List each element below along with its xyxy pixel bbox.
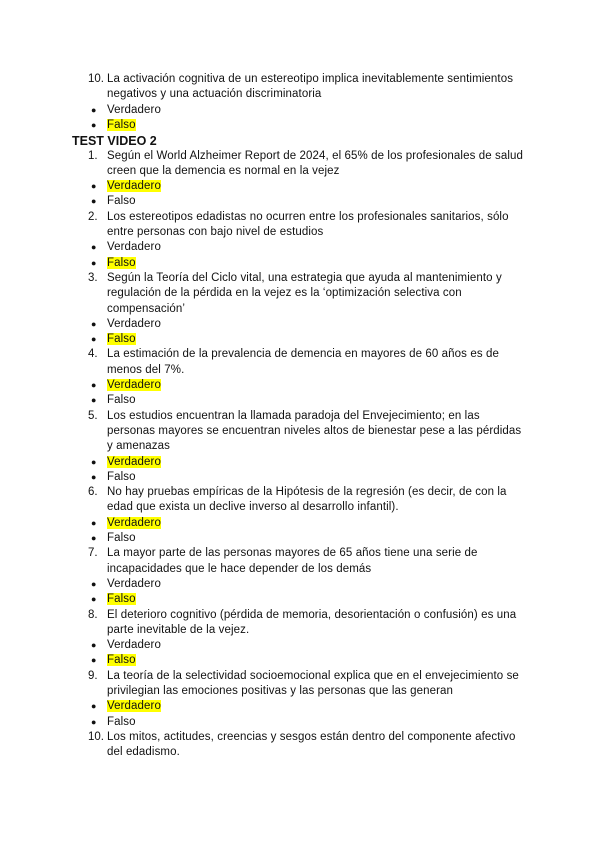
answer-label: Verdadero <box>107 241 161 254</box>
question-text-line: Según el World Alzheimer Report de 2024, el 65% de los profesionales de salud <box>107 149 523 162</box>
answer-label: Verdadero <box>107 577 161 590</box>
question-text-line: entre personas con bajo nivel de estudios <box>107 226 324 238</box>
answer-option <box>107 469 136 485</box>
bullet-icon: ● <box>91 242 97 253</box>
answer-label: Verdadero <box>107 317 161 330</box>
answer-label: Falso <box>107 532 136 544</box>
answer-label: Falso <box>107 715 136 728</box>
answer-option-selected <box>107 255 136 271</box>
answer-option <box>107 392 136 408</box>
answer-label: Falso <box>107 333 136 346</box>
question-text-line: Los mitos, actitudes, creencias y sesgos están dentro del componente afectivo <box>107 730 516 743</box>
bullet-icon: ● <box>91 471 97 482</box>
question-text-line: La teoría de la selectividad socioemocional explica que en el envejecimiento se <box>107 669 519 682</box>
question-number: 4. <box>88 348 98 361</box>
bullet-icon: ● <box>91 716 97 727</box>
bullet-icon: ● <box>91 456 97 467</box>
question-number: 5. <box>88 409 98 422</box>
question-text-line: La estimación de la prevalencia de demencia en mayores de 60 años es de <box>107 348 499 361</box>
question-text-line: La activación cognitiva de un estereotipo implica inevitablemente sentimientos <box>107 73 514 85</box>
question-number: 8. <box>88 608 98 621</box>
bullet-icon: ● <box>91 318 97 329</box>
bullet-icon: ● <box>91 701 97 712</box>
question-text-line: parte inevitable de la vejez. <box>107 623 250 636</box>
bullet-icon: ● <box>91 104 97 115</box>
question-number: 6. <box>88 486 98 499</box>
answer-label: Verdadero <box>107 103 161 116</box>
answer-label: Verdadero <box>107 516 161 529</box>
bullet-icon: ● <box>91 334 97 345</box>
answer-option <box>107 239 161 255</box>
question-text-line: No hay pruebas empíricas de la Hipótesis de la regresión (es decir, de con la <box>107 486 507 499</box>
answer-label: Verdadero <box>107 700 161 713</box>
answer-label: Falso <box>107 195 136 208</box>
answer-option-selected <box>107 377 161 393</box>
answer-label: Verdadero <box>107 639 161 652</box>
bullet-icon: ● <box>91 578 97 589</box>
question-text-line: edad que exista un declive inverso al desarrollo infantil). <box>107 501 399 514</box>
answer-option-selected <box>107 652 136 668</box>
answer-option <box>107 530 136 546</box>
answer-option-selected <box>107 454 161 470</box>
answer-option <box>107 714 136 730</box>
bullet-icon: ● <box>91 640 97 651</box>
question-text-line: creen que la demencia es normal en la vejez <box>107 164 340 177</box>
answer-label: Falso <box>107 593 136 606</box>
question-text-line: Los estereotipos edadistas no ocurren entre los profesionales sanitarios, sólo <box>107 210 509 223</box>
bullet-icon: ● <box>91 196 97 207</box>
bullet-icon: ● <box>91 181 97 192</box>
question-number: 10. <box>88 730 104 743</box>
answer-label: Falso <box>107 654 136 667</box>
question-number: 9. <box>88 669 98 682</box>
answer-option-selected <box>107 331 136 347</box>
bullet-icon: ● <box>91 517 97 528</box>
answer-option <box>107 637 161 653</box>
answer-option <box>107 316 161 332</box>
answer-option-selected <box>107 515 161 531</box>
question-number: 7. <box>88 547 98 560</box>
question-text-line: del edadismo. <box>107 746 180 759</box>
answer-option <box>107 102 161 118</box>
answer-label: Verdadero <box>107 379 161 391</box>
question-text-line: compensación’ <box>107 302 186 315</box>
question-text-line: privilegian las emociones positivas y las personas que las generan <box>107 685 454 697</box>
question-text-line: negativos y una actuación discriminatoria <box>107 88 322 101</box>
question-text-line: personas mayores se encuentran niveles altos de bienestar pese a las pérdidas <box>107 424 522 437</box>
bullet-icon: ● <box>91 594 97 605</box>
answer-label: Falso <box>107 470 136 483</box>
question-text-line: regulación de la pérdida en la vejez es la ‘optimización selectiva con <box>107 287 462 300</box>
bullet-icon: ● <box>91 533 97 543</box>
bullet-icon: ● <box>91 380 97 390</box>
question-number: 2. <box>88 210 98 223</box>
question-number: 10. <box>88 73 104 85</box>
question-number: 1. <box>88 149 98 162</box>
bullet-icon: ● <box>91 395 97 406</box>
question-text-line: incapacidades que le hace depender de los demás <box>107 562 372 575</box>
bullet-icon: ● <box>91 655 97 666</box>
answer-option <box>107 193 136 209</box>
answer-option-selected <box>107 178 161 194</box>
answer-label: Verdadero <box>107 180 161 193</box>
answer-label: Falso <box>107 256 136 269</box>
question-text-line: menos del 7%. <box>107 363 185 376</box>
bullet-icon: ● <box>91 257 97 268</box>
answer-option <box>107 576 161 592</box>
question-text-line: La mayor parte de las personas mayores de 65 años tiene una serie de <box>107 547 478 560</box>
answer-label: Verdadero <box>107 455 161 468</box>
section-title: TEST VIDEO 2 <box>72 134 157 149</box>
answer-label: Falso <box>107 394 136 407</box>
bullet-icon: ● <box>91 119 97 130</box>
answer-label: Falso <box>107 118 136 131</box>
question-text-line: El deterioro cognitivo (pérdida de memoria, desorientación o confusión) es una <box>107 608 517 621</box>
question-text-line: Los estudios encuentran la llamada paradoja del Envejecimiento; en las <box>107 409 480 422</box>
question-text-line: Según la Teoría del Ciclo vital, una estrategia que ayuda al mantenimiento y <box>107 271 502 284</box>
answer-option-selected <box>107 117 136 133</box>
question-text-line: y amenazas <box>107 440 171 453</box>
question-number: 3. <box>88 271 98 284</box>
answer-option-selected <box>107 698 161 714</box>
answer-option-selected <box>107 591 136 607</box>
